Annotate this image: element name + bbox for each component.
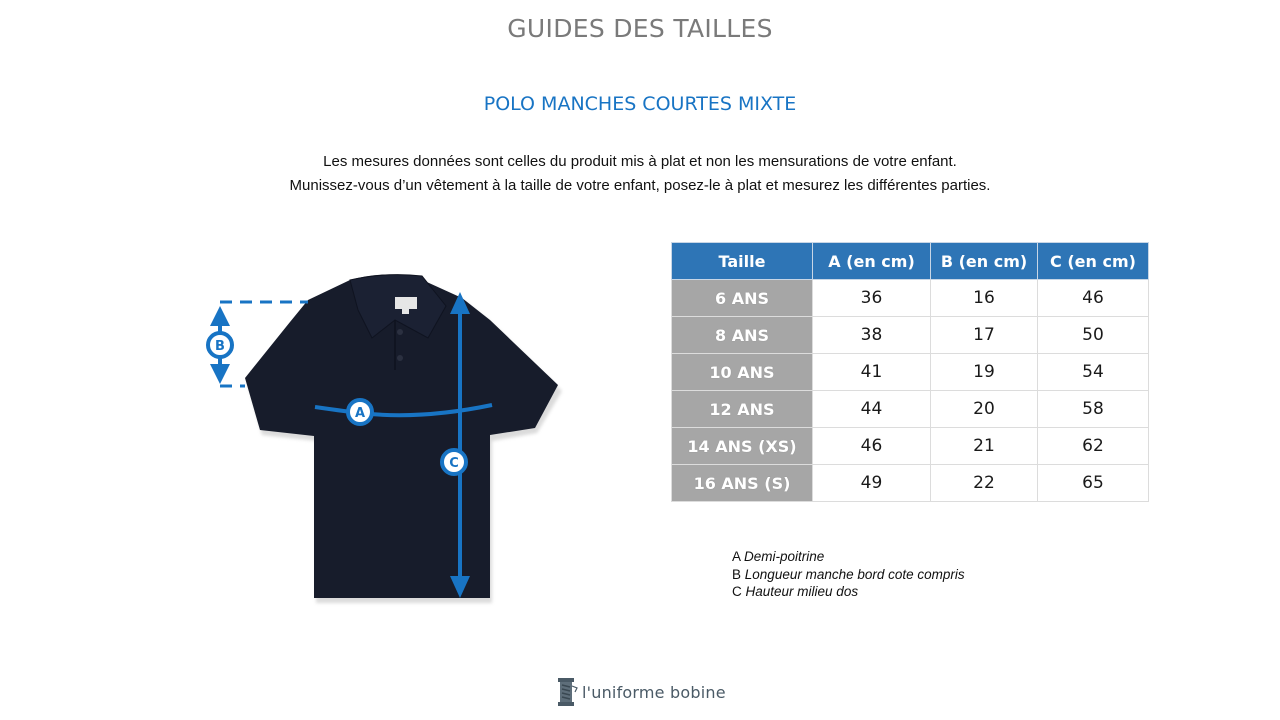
header-a: A (en cm) bbox=[813, 243, 931, 280]
svg-text:A: A bbox=[354, 406, 366, 421]
a-cell: 44 bbox=[813, 391, 931, 428]
size-table bbox=[671, 242, 1149, 502]
table-row bbox=[672, 465, 1149, 502]
polo-shirt-icon bbox=[245, 274, 562, 603]
header-c: C (en cm) bbox=[1038, 243, 1149, 280]
b-measure-arrow bbox=[208, 306, 232, 384]
legend-key: A bbox=[732, 549, 741, 564]
a-cell: 41 bbox=[813, 354, 931, 391]
table-row bbox=[672, 428, 1149, 465]
legend-item-b bbox=[732, 566, 965, 584]
c-cell: 54 bbox=[1038, 354, 1149, 391]
legend-label: Longueur manche bord cote compris bbox=[744, 566, 965, 582]
legend-key: B bbox=[732, 566, 742, 582]
table-row bbox=[672, 391, 1149, 428]
b-cell: 19 bbox=[931, 354, 1038, 391]
a-cell: 46 bbox=[813, 428, 931, 465]
a-cell: 49 bbox=[813, 465, 931, 502]
b-cell: 22 bbox=[931, 465, 1038, 502]
c-cell: 65 bbox=[1038, 465, 1149, 502]
c-cell: 46 bbox=[1038, 280, 1149, 317]
legend-label: Hauteur milieu dos bbox=[745, 584, 859, 599]
header-b: B (en cm) bbox=[931, 243, 1038, 280]
c-cell: 58 bbox=[1038, 391, 1149, 428]
b-cell: 21 bbox=[931, 428, 1038, 465]
size-cell: 12 ANS bbox=[672, 391, 813, 428]
legend-item-a bbox=[732, 548, 965, 566]
size-cell: 6 ANS bbox=[672, 280, 813, 317]
spool-icon bbox=[556, 676, 578, 708]
c-cell: 62 bbox=[1038, 428, 1149, 465]
measurement-legend bbox=[732, 548, 965, 601]
legend-item-c bbox=[732, 583, 965, 601]
c-cell: 50 bbox=[1038, 317, 1149, 354]
size-cell: 14 ANS (XS) bbox=[672, 428, 813, 465]
b-cell: 17 bbox=[931, 317, 1038, 354]
size-cell: 10 ANS bbox=[672, 354, 813, 391]
intro-line-2: Munissez-vous d’un vêtement à la taille de votre enfant, posez-le à plat et mesurez les différentes parties. bbox=[289, 177, 991, 194]
intro-text bbox=[0, 150, 1280, 198]
intro-line-1: Les mesures données sont celles du produit mis à plat et non les mensurations de votre enfant. bbox=[323, 153, 957, 170]
a-cell: 38 bbox=[813, 317, 931, 354]
header-taille: Taille bbox=[672, 243, 813, 280]
svg-text:B: B bbox=[215, 339, 225, 354]
b-cell: 20 bbox=[931, 391, 1038, 428]
a-cell: 36 bbox=[813, 280, 931, 317]
product-title: POLO MANCHES COURTES MIXTE bbox=[483, 93, 797, 115]
table-row bbox=[672, 354, 1149, 391]
table-header-row bbox=[672, 243, 1149, 280]
legend-label: Demi-poitrine bbox=[744, 549, 825, 564]
page-title: GUIDES DES TAILLES bbox=[507, 14, 773, 43]
size-cell: 8 ANS bbox=[672, 317, 813, 354]
brand-name: l'uniforme bobine bbox=[582, 682, 726, 702]
size-cell: 16 ANS (S) bbox=[672, 465, 813, 502]
svg-text:C: C bbox=[449, 456, 459, 471]
table-row bbox=[672, 280, 1149, 317]
legend-key: C bbox=[732, 584, 742, 599]
b-cell: 16 bbox=[931, 280, 1038, 317]
polo-measurement-illustration bbox=[190, 260, 580, 610]
table-row bbox=[672, 317, 1149, 354]
brand-logo bbox=[556, 676, 726, 708]
